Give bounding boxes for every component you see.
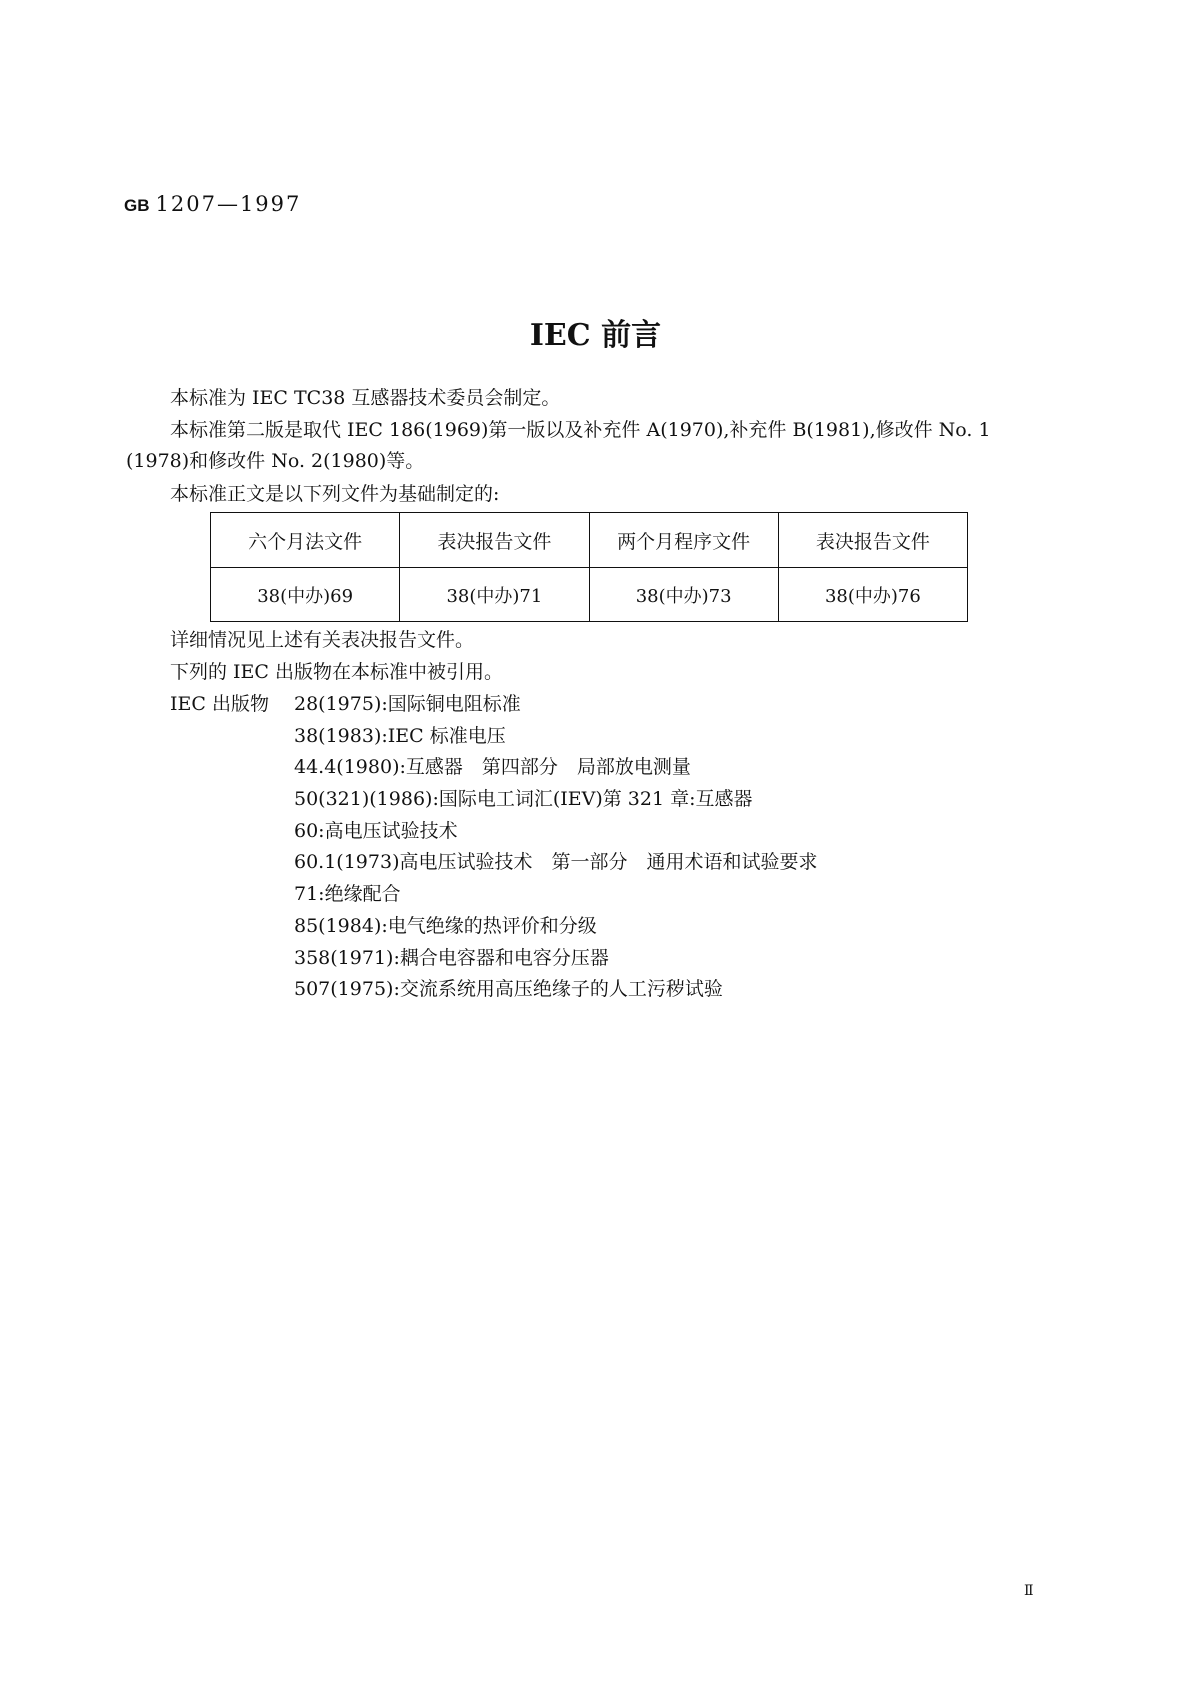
publication-label: IEC 出版物 bbox=[170, 693, 269, 715]
list-item: 507(1975):交流系统用高压绝缘子的人工污秽试验 bbox=[294, 978, 723, 1001]
page-title: IEC 前言 bbox=[529, 318, 662, 353]
list-item: 60.1(1973)高电压试验技术 第一部分 通用术语和试验要求 bbox=[294, 851, 818, 874]
table-header-row bbox=[211, 513, 968, 568]
table-cell: 38(中办)69 bbox=[211, 568, 400, 622]
table-row bbox=[211, 568, 968, 622]
paragraph-committee: 本标准为 IEC TC38 互感器技术委员会制定。 bbox=[170, 387, 561, 409]
standard-number: 1207—1997 bbox=[155, 192, 302, 216]
list-item: 50(321)(1986):国际电工词汇(IEV)第 321 章:互感器 bbox=[294, 788, 753, 811]
paragraph-replaces: 本标准第二版是取代 IEC 186(1969)第一版以及补充件 A(1970),补充件 B(1981),修改件 No. 1 (1978)和修改件 No. 2(1980)等。 bbox=[126, 419, 991, 472]
list-item: 44.4(1980):互感器 第四部分 局部放电测量 bbox=[294, 756, 691, 779]
paragraph-based-on: 本标准正文是以下列文件为基础制定的: bbox=[170, 483, 500, 505]
list-item: 85(1984):电气绝缘的热评价和分级 bbox=[294, 914, 597, 937]
table-cell: 38(中办)76 bbox=[778, 568, 967, 622]
table-cell: 38(中办)71 bbox=[400, 568, 589, 622]
paragraph-cited: 下列的 IEC 出版物在本标准中被引用。 bbox=[170, 661, 503, 683]
list-item: 358(1971):耦合电容器和电容分压器 bbox=[294, 946, 609, 969]
table-cell: 38(中办)73 bbox=[589, 568, 778, 622]
list-item: 71:绝缘配合 bbox=[294, 883, 401, 906]
list-item: 28(1975):国际铜电阻标准 bbox=[294, 693, 521, 715]
list-item: 38(1983):IEC 标准电压 bbox=[294, 724, 506, 747]
table-header-cell: 两个月程序文件 bbox=[589, 513, 778, 568]
page-number: Ⅱ bbox=[1024, 1583, 1034, 1599]
paragraph-details: 详细情况见上述有关表决报告文件。 bbox=[170, 629, 475, 651]
document-table bbox=[210, 512, 968, 622]
standard-prefix: GB bbox=[124, 196, 150, 215]
table-header-cell: 表决报告文件 bbox=[778, 513, 967, 568]
table-header-cell: 表决报告文件 bbox=[400, 513, 589, 568]
table-header-cell: 六个月法文件 bbox=[211, 513, 400, 568]
standard-code bbox=[124, 192, 301, 216]
publication-items bbox=[294, 689, 818, 1006]
list-item: 60:高电压试验技术 bbox=[294, 819, 458, 842]
